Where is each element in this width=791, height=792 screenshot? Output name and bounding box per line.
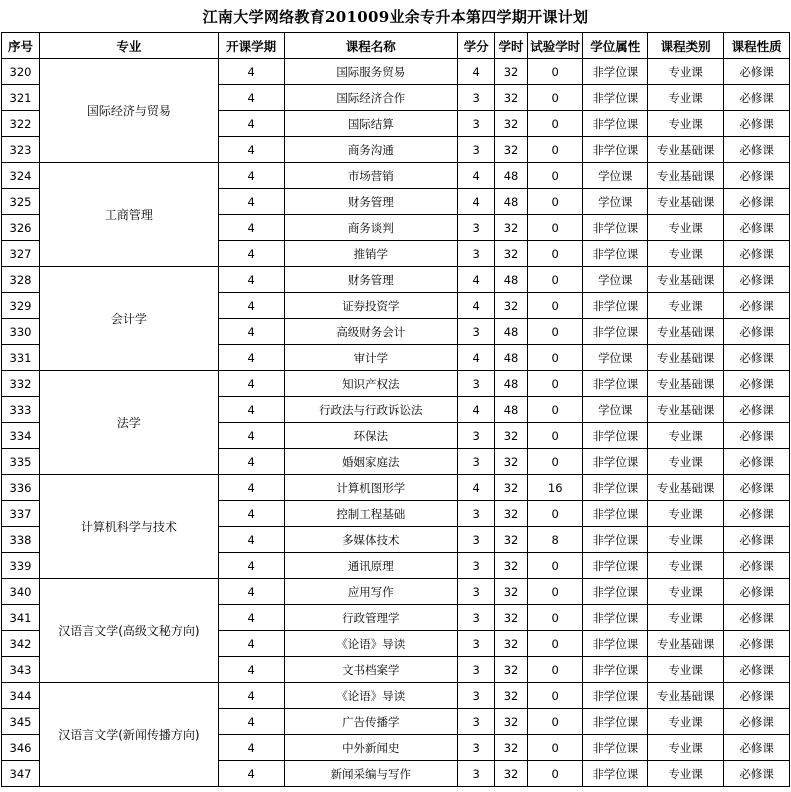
major-cell: 计算机科学与技术 [40, 475, 219, 579]
course-category-cell: 专业课 [648, 59, 724, 85]
row-number-cell: 330 [2, 319, 40, 345]
lab-hours-cell: 0 [527, 501, 582, 527]
hours-cell: 48 [495, 163, 528, 189]
course-category-cell: 专业基础课 [648, 189, 724, 215]
semester-cell: 4 [218, 761, 284, 787]
lab-hours-cell: 0 [527, 605, 582, 631]
header-cell: 专业 [40, 33, 219, 59]
row-number-cell: 336 [2, 475, 40, 501]
table-row [2, 579, 790, 605]
row-number-cell: 345 [2, 709, 40, 735]
course-category-cell: 专业课 [648, 111, 724, 137]
course-name-cell: 环保法 [284, 423, 458, 449]
row-number-cell: 334 [2, 423, 40, 449]
course-name-cell: 婚姻家庭法 [284, 449, 458, 475]
semester-cell: 4 [218, 241, 284, 267]
title-bar [0, 0, 791, 32]
degree-attribute-cell: 非学位课 [583, 579, 648, 605]
lab-hours-cell: 0 [527, 345, 582, 371]
degree-attribute-cell: 非学位课 [583, 293, 648, 319]
table-row [2, 163, 790, 189]
degree-attribute-cell: 非学位课 [583, 85, 648, 111]
row-number-cell: 347 [2, 761, 40, 787]
header-cell: 学时 [495, 33, 528, 59]
row-number-cell: 325 [2, 189, 40, 215]
course-name-cell: 国际服务贸易 [284, 59, 458, 85]
table-body [2, 59, 790, 787]
course-name-cell: 商务沟通 [284, 137, 458, 163]
header-cell: 课程类别 [648, 33, 724, 59]
degree-attribute-cell: 非学位课 [583, 475, 648, 501]
semester-cell: 4 [218, 475, 284, 501]
course-nature-cell: 必修课 [724, 345, 790, 371]
hours-cell: 32 [495, 657, 528, 683]
course-nature-cell: 必修课 [724, 163, 790, 189]
row-number-cell: 323 [2, 137, 40, 163]
hours-cell: 32 [495, 709, 528, 735]
hours-cell: 48 [495, 319, 528, 345]
credits-cell: 3 [458, 761, 495, 787]
hours-cell: 32 [495, 501, 528, 527]
lab-hours-cell: 0 [527, 449, 582, 475]
course-name-cell: 市场营销 [284, 163, 458, 189]
degree-attribute-cell: 非学位课 [583, 761, 648, 787]
credits-cell: 3 [458, 501, 495, 527]
credits-cell: 3 [458, 137, 495, 163]
semester-cell: 4 [218, 345, 284, 371]
degree-attribute-cell: 非学位课 [583, 631, 648, 657]
credits-cell: 3 [458, 85, 495, 111]
hours-cell: 32 [495, 475, 528, 501]
course-nature-cell: 必修课 [724, 631, 790, 657]
semester-cell: 4 [218, 683, 284, 709]
hours-cell: 32 [495, 137, 528, 163]
course-category-cell: 专业基础课 [648, 319, 724, 345]
degree-attribute-cell: 非学位课 [583, 735, 648, 761]
hours-cell: 32 [495, 735, 528, 761]
degree-attribute-cell: 学位课 [583, 397, 648, 423]
course-name-cell: 文书档案学 [284, 657, 458, 683]
row-number-cell: 327 [2, 241, 40, 267]
course-name-cell: 财务管理 [284, 267, 458, 293]
header-cell: 课程性质 [724, 33, 790, 59]
row-number-cell: 339 [2, 553, 40, 579]
course-nature-cell: 必修课 [724, 449, 790, 475]
course-category-cell: 专业基础课 [648, 397, 724, 423]
credits-cell: 3 [458, 735, 495, 761]
semester-cell: 4 [218, 111, 284, 137]
degree-attribute-cell: 非学位课 [583, 527, 648, 553]
lab-hours-cell: 0 [527, 319, 582, 345]
course-nature-cell: 必修课 [724, 241, 790, 267]
semester-cell: 4 [218, 423, 284, 449]
credits-cell: 3 [458, 631, 495, 657]
course-nature-cell: 必修课 [724, 527, 790, 553]
semester-cell: 4 [218, 735, 284, 761]
semester-cell: 4 [218, 371, 284, 397]
lab-hours-cell: 0 [527, 215, 582, 241]
major-cell: 汉语言文学(高级文秘方向) [40, 579, 219, 683]
row-number-cell: 346 [2, 735, 40, 761]
hours-cell: 48 [495, 189, 528, 215]
hours-cell: 32 [495, 293, 528, 319]
lab-hours-cell: 0 [527, 397, 582, 423]
course-nature-cell: 必修课 [724, 397, 790, 423]
credits-cell: 3 [458, 241, 495, 267]
course-nature-cell: 必修课 [724, 111, 790, 137]
credits-cell: 4 [458, 267, 495, 293]
hours-cell: 32 [495, 85, 528, 111]
course-nature-cell: 必修课 [724, 267, 790, 293]
lab-hours-cell: 0 [527, 59, 582, 85]
course-category-cell: 专业课 [648, 293, 724, 319]
table-row [2, 475, 790, 501]
hours-cell: 32 [495, 553, 528, 579]
credits-cell: 3 [458, 371, 495, 397]
hours-cell: 32 [495, 449, 528, 475]
course-name-cell: 知识产权法 [284, 371, 458, 397]
course-category-cell: 专业课 [648, 657, 724, 683]
hours-cell: 32 [495, 527, 528, 553]
course-name-cell: 财务管理 [284, 189, 458, 215]
row-number-cell: 326 [2, 215, 40, 241]
course-category-cell: 专业基础课 [648, 163, 724, 189]
course-name-cell: 《论语》导读 [284, 683, 458, 709]
course-nature-cell: 必修课 [724, 215, 790, 241]
header-cell: 序号 [2, 33, 40, 59]
row-number-cell: 328 [2, 267, 40, 293]
course-schedule-table [1, 32, 790, 787]
course-nature-cell: 必修课 [724, 579, 790, 605]
lab-hours-cell: 0 [527, 735, 582, 761]
row-number-cell: 344 [2, 683, 40, 709]
course-category-cell: 专业课 [648, 527, 724, 553]
credits-cell: 3 [458, 553, 495, 579]
row-number-cell: 341 [2, 605, 40, 631]
header-row [2, 33, 790, 59]
course-name-cell: 中外新闻史 [284, 735, 458, 761]
course-name-cell: 推销学 [284, 241, 458, 267]
row-number-cell: 332 [2, 371, 40, 397]
lab-hours-cell: 0 [527, 241, 582, 267]
course-name-cell: 多媒体技术 [284, 527, 458, 553]
course-name-cell: 计算机图形学 [284, 475, 458, 501]
row-number-cell: 343 [2, 657, 40, 683]
course-category-cell: 专业基础课 [648, 475, 724, 501]
credits-cell: 3 [458, 579, 495, 605]
semester-cell: 4 [218, 137, 284, 163]
course-name-cell: 商务谈判 [284, 215, 458, 241]
course-name-cell: 审计学 [284, 345, 458, 371]
hours-cell: 48 [495, 371, 528, 397]
course-nature-cell: 必修课 [724, 423, 790, 449]
row-number-cell: 321 [2, 85, 40, 111]
lab-hours-cell: 0 [527, 657, 582, 683]
course-name-cell: 行政法与行政诉讼法 [284, 397, 458, 423]
hours-cell: 32 [495, 683, 528, 709]
degree-attribute-cell: 非学位课 [583, 501, 648, 527]
header-cell: 学位属性 [583, 33, 648, 59]
credits-cell: 4 [458, 189, 495, 215]
major-cell: 会计学 [40, 267, 219, 371]
credits-cell: 3 [458, 319, 495, 345]
semester-cell: 4 [218, 189, 284, 215]
row-number-cell: 338 [2, 527, 40, 553]
row-number-cell: 333 [2, 397, 40, 423]
course-name-cell: 广告传播学 [284, 709, 458, 735]
semester-cell: 4 [218, 267, 284, 293]
lab-hours-cell: 0 [527, 189, 582, 215]
header-cell: 开课学期 [218, 33, 284, 59]
course-name-cell: 行政管理学 [284, 605, 458, 631]
course-nature-cell: 必修课 [724, 605, 790, 631]
row-number-cell: 322 [2, 111, 40, 137]
lab-hours-cell: 0 [527, 579, 582, 605]
course-nature-cell: 必修课 [724, 501, 790, 527]
semester-cell: 4 [218, 553, 284, 579]
semester-cell: 4 [218, 319, 284, 345]
header-cell: 试验学时 [527, 33, 582, 59]
lab-hours-cell: 0 [527, 371, 582, 397]
course-category-cell: 专业课 [648, 423, 724, 449]
credits-cell: 4 [458, 397, 495, 423]
course-name-cell: 应用写作 [284, 579, 458, 605]
degree-attribute-cell: 非学位课 [583, 449, 648, 475]
credits-cell: 4 [458, 345, 495, 371]
course-category-cell: 专业课 [648, 85, 724, 111]
credits-cell: 3 [458, 605, 495, 631]
credits-cell: 3 [458, 683, 495, 709]
degree-attribute-cell: 学位课 [583, 189, 648, 215]
course-category-cell: 专业课 [648, 761, 724, 787]
credits-cell: 4 [458, 475, 495, 501]
major-cell: 国际经济与贸易 [40, 59, 219, 163]
course-nature-cell: 必修课 [724, 319, 790, 345]
lab-hours-cell: 0 [527, 683, 582, 709]
degree-attribute-cell: 非学位课 [583, 423, 648, 449]
table-row [2, 267, 790, 293]
course-name-cell: 国际经济合作 [284, 85, 458, 111]
row-number-cell: 331 [2, 345, 40, 371]
course-nature-cell: 必修课 [724, 761, 790, 787]
degree-attribute-cell: 非学位课 [583, 137, 648, 163]
course-nature-cell: 必修课 [724, 293, 790, 319]
table-row [2, 683, 790, 709]
course-nature-cell: 必修课 [724, 59, 790, 85]
hours-cell: 48 [495, 267, 528, 293]
row-number-cell: 329 [2, 293, 40, 319]
course-category-cell: 专业课 [648, 579, 724, 605]
row-number-cell: 324 [2, 163, 40, 189]
course-name-cell: 《论语》导读 [284, 631, 458, 657]
lab-hours-cell: 0 [527, 553, 582, 579]
hours-cell: 32 [495, 111, 528, 137]
hours-cell: 32 [495, 605, 528, 631]
row-number-cell: 342 [2, 631, 40, 657]
semester-cell: 4 [218, 527, 284, 553]
lab-hours-cell: 0 [527, 111, 582, 137]
course-category-cell: 专业课 [648, 735, 724, 761]
credits-cell: 3 [458, 657, 495, 683]
course-nature-cell: 必修课 [724, 475, 790, 501]
course-category-cell: 专业基础课 [648, 267, 724, 293]
hours-cell: 48 [495, 397, 528, 423]
course-category-cell: 专业课 [648, 605, 724, 631]
semester-cell: 4 [218, 397, 284, 423]
lab-hours-cell: 0 [527, 293, 582, 319]
credits-cell: 4 [458, 163, 495, 189]
semester-cell: 4 [218, 449, 284, 475]
degree-attribute-cell: 非学位课 [583, 319, 648, 345]
hours-cell: 32 [495, 423, 528, 449]
major-cell: 汉语言文学(新闻传播方向) [40, 683, 219, 787]
course-name-cell: 新闻采编与写作 [284, 761, 458, 787]
course-nature-cell: 必修课 [724, 657, 790, 683]
lab-hours-cell: 0 [527, 709, 582, 735]
semester-cell: 4 [218, 579, 284, 605]
course-nature-cell: 必修课 [724, 189, 790, 215]
lab-hours-cell: 8 [527, 527, 582, 553]
course-category-cell: 专业基础课 [648, 371, 724, 397]
lab-hours-cell: 0 [527, 761, 582, 787]
degree-attribute-cell: 学位课 [583, 345, 648, 371]
course-nature-cell: 必修课 [724, 85, 790, 111]
degree-attribute-cell: 非学位课 [583, 605, 648, 631]
course-name-cell: 国际结算 [284, 111, 458, 137]
lab-hours-cell: 0 [527, 267, 582, 293]
row-number-cell: 320 [2, 59, 40, 85]
degree-attribute-cell: 学位课 [583, 163, 648, 189]
course-name-cell: 通讯原理 [284, 553, 458, 579]
course-category-cell: 专业课 [648, 553, 724, 579]
lab-hours-cell: 16 [527, 475, 582, 501]
lab-hours-cell: 0 [527, 631, 582, 657]
course-nature-cell: 必修课 [724, 709, 790, 735]
lab-hours-cell: 0 [527, 137, 582, 163]
credits-cell: 4 [458, 59, 495, 85]
course-category-cell: 专业课 [648, 449, 724, 475]
course-name-cell: 控制工程基础 [284, 501, 458, 527]
degree-attribute-cell: 非学位课 [583, 371, 648, 397]
degree-attribute-cell: 非学位课 [583, 241, 648, 267]
hours-cell: 32 [495, 59, 528, 85]
hours-cell: 32 [495, 215, 528, 241]
semester-cell: 4 [218, 215, 284, 241]
major-cell: 法学 [40, 371, 219, 475]
page-title: 江南大学网络教育201009业余专升本第四学期开课计划 [202, 7, 589, 26]
degree-attribute-cell: 非学位课 [583, 111, 648, 137]
semester-cell: 4 [218, 293, 284, 319]
course-nature-cell: 必修课 [724, 683, 790, 709]
lab-hours-cell: 0 [527, 85, 582, 111]
major-cell: 工商管理 [40, 163, 219, 267]
semester-cell: 4 [218, 59, 284, 85]
row-number-cell: 340 [2, 579, 40, 605]
hours-cell: 32 [495, 631, 528, 657]
hours-cell: 32 [495, 579, 528, 605]
course-category-cell: 专业基础课 [648, 683, 724, 709]
hours-cell: 32 [495, 761, 528, 787]
course-name-cell: 高级财务会计 [284, 319, 458, 345]
header-cell: 学分 [458, 33, 495, 59]
semester-cell: 4 [218, 709, 284, 735]
course-category-cell: 专业课 [648, 241, 724, 267]
course-category-cell: 专业基础课 [648, 631, 724, 657]
course-category-cell: 专业课 [648, 501, 724, 527]
credits-cell: 3 [458, 709, 495, 735]
degree-attribute-cell: 非学位课 [583, 553, 648, 579]
lab-hours-cell: 0 [527, 423, 582, 449]
semester-cell: 4 [218, 85, 284, 111]
row-number-cell: 337 [2, 501, 40, 527]
semester-cell: 4 [218, 657, 284, 683]
course-nature-cell: 必修课 [724, 735, 790, 761]
course-category-cell: 专业基础课 [648, 137, 724, 163]
credits-cell: 3 [458, 111, 495, 137]
degree-attribute-cell: 非学位课 [583, 59, 648, 85]
semester-cell: 4 [218, 501, 284, 527]
course-nature-cell: 必修课 [724, 137, 790, 163]
credits-cell: 3 [458, 527, 495, 553]
degree-attribute-cell: 非学位课 [583, 683, 648, 709]
hours-cell: 32 [495, 241, 528, 267]
credits-cell: 4 [458, 293, 495, 319]
credits-cell: 3 [458, 215, 495, 241]
header-cell: 课程名称 [284, 33, 458, 59]
semester-cell: 4 [218, 163, 284, 189]
course-name-cell: 证券投资学 [284, 293, 458, 319]
credits-cell: 3 [458, 449, 495, 475]
degree-attribute-cell: 非学位课 [583, 709, 648, 735]
course-category-cell: 专业基础课 [648, 345, 724, 371]
hours-cell: 48 [495, 345, 528, 371]
degree-attribute-cell: 非学位课 [583, 215, 648, 241]
table-row [2, 59, 790, 85]
lab-hours-cell: 0 [527, 163, 582, 189]
degree-attribute-cell: 非学位课 [583, 657, 648, 683]
table-row [2, 371, 790, 397]
row-number-cell: 335 [2, 449, 40, 475]
course-category-cell: 专业课 [648, 215, 724, 241]
course-nature-cell: 必修课 [724, 553, 790, 579]
credits-cell: 3 [458, 423, 495, 449]
course-category-cell: 专业课 [648, 709, 724, 735]
degree-attribute-cell: 学位课 [583, 267, 648, 293]
semester-cell: 4 [218, 605, 284, 631]
semester-cell: 4 [218, 631, 284, 657]
course-nature-cell: 必修课 [724, 371, 790, 397]
